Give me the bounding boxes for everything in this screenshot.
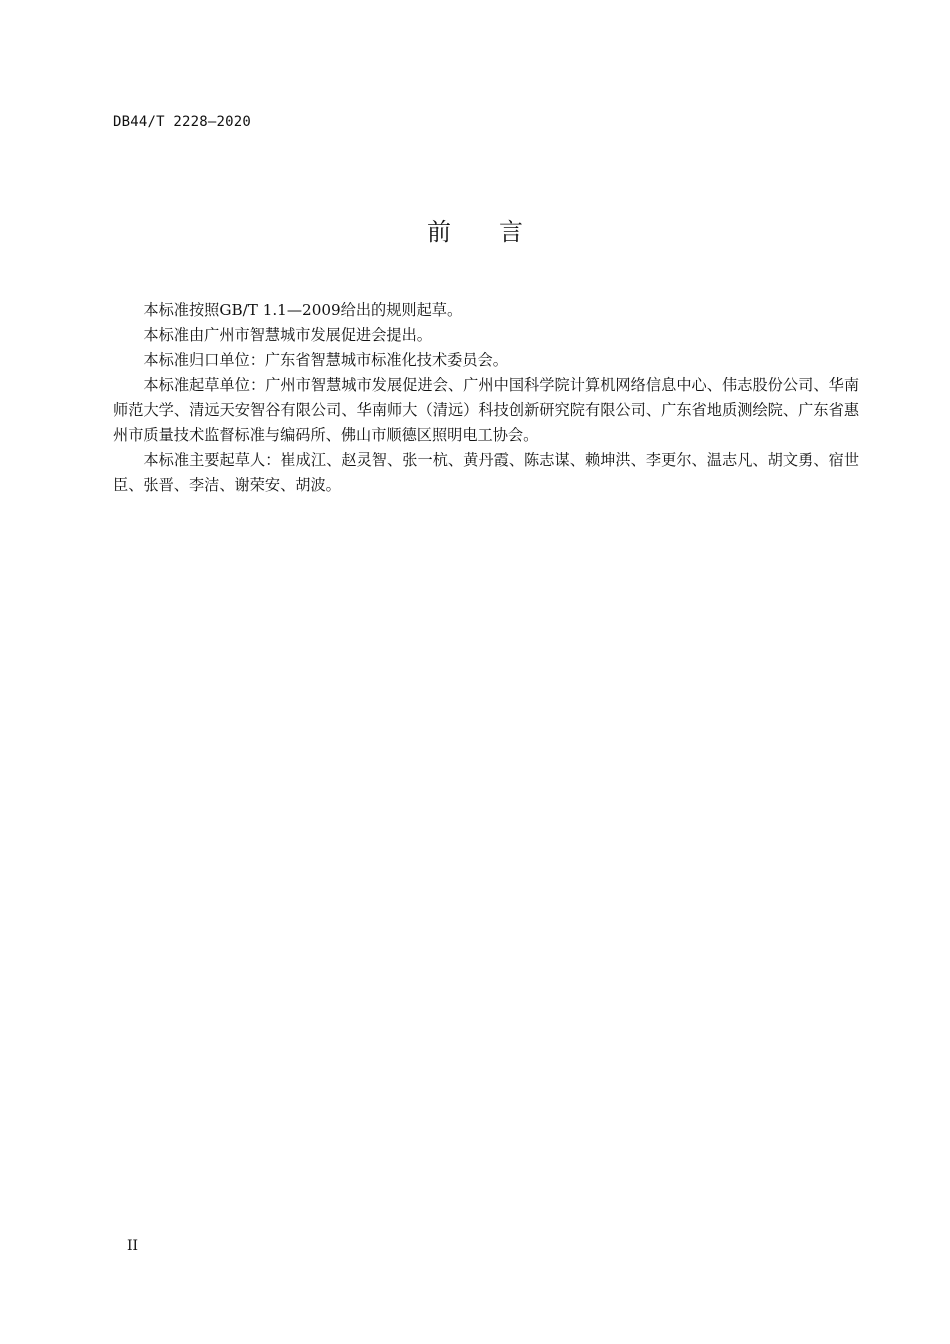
paragraph-drafting-units: 本标准起草单位：广州市智慧城市发展促进会、广州中国科学院计算机网络信息中心、伟志股份公司、华南师范大学、清远天安智谷有限公司、华南师大（清远）科技创新研究院有限公司、广东省地质测绘院、广东省惠州市质量技术监督标准与编码所、佛山市顺德区照明电工协会。 — [113, 376, 859, 444]
page-title-char-1: 前 — [427, 218, 451, 246]
paragraph-drafting-rules: 本标准按照GB/T 1.1—2009给出的规则起草。 — [143, 301, 463, 319]
page-number: II — [127, 1238, 139, 1254]
document-code: DB44/T 2228—2020 — [113, 114, 252, 130]
paragraph-responsible-unit: 本标准归口单位：广东省智慧城市标准化技术委员会。 — [143, 351, 508, 369]
paragraph-main-drafters: 本标准主要起草人：崔成江、赵灵智、张一杭、黄丹霞、陈志谋、赖坤洪、李更尔、温志凡、胡文勇、宿世臣、张晋、李洁、谢荣安、胡波。 — [113, 451, 859, 494]
page-title — [0, 212, 950, 247]
paragraph-proposer: 本标准由广州市智慧城市发展促进会提出。 — [143, 326, 432, 344]
foreword-body — [113, 298, 859, 498]
page-title-char-2: 言 — [499, 218, 523, 246]
